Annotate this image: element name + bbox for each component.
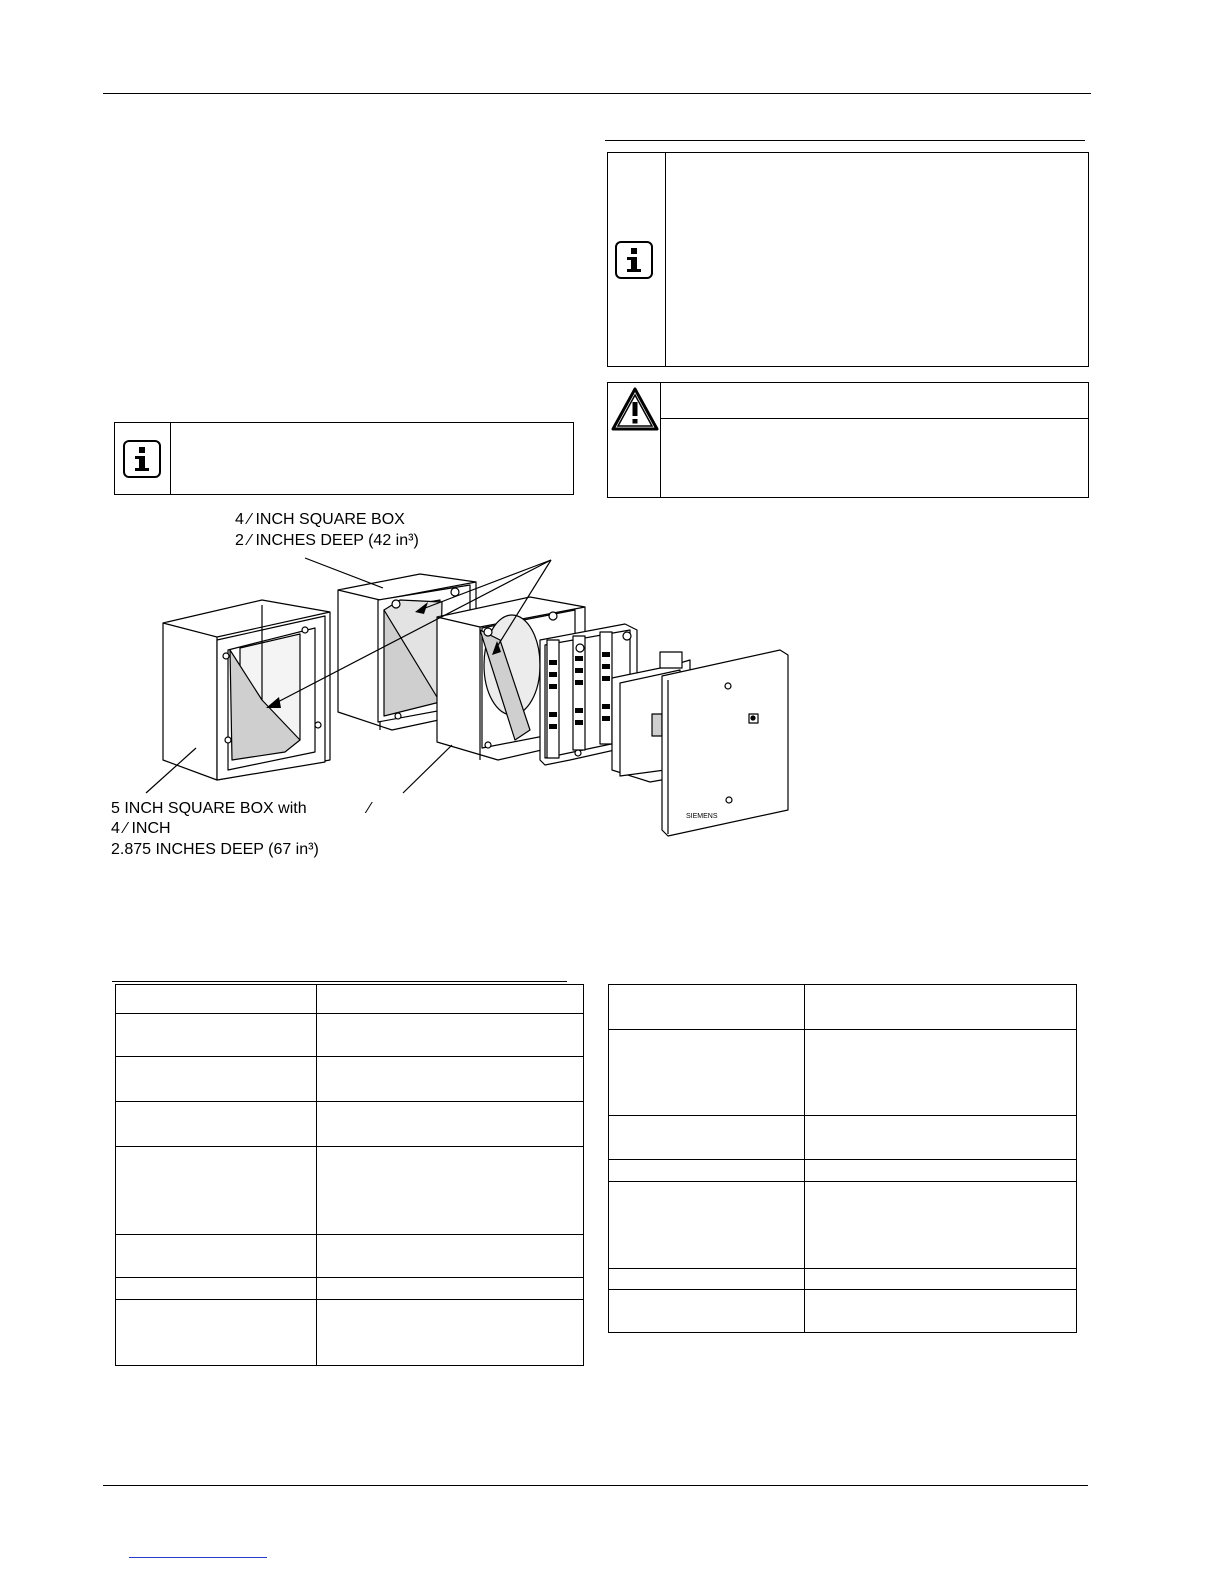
warning-box-divider xyxy=(660,383,661,497)
note-box-left xyxy=(114,422,574,495)
header-rule xyxy=(103,93,1091,94)
label-box-5in-line2: 4 ⁄ INCH xyxy=(111,820,171,837)
label-box-5in-line1: 5 INCH SQUARE BOX with xyxy=(111,800,307,817)
warning-box xyxy=(607,382,1089,498)
label-box-5in-slash: ⁄ xyxy=(368,800,371,817)
warning-triangle-icon xyxy=(611,387,659,431)
spec-table-left xyxy=(115,984,584,1366)
label-box-4in-line2: 2 ⁄ INCHES DEEP (42 in³) xyxy=(235,532,419,549)
label-box-5in-line3: 2.875 INCHES DEEP (67 in³) xyxy=(111,841,319,858)
label-box-4in-line1: 4 ⁄ INCH SQUARE BOX xyxy=(235,511,405,528)
table-row xyxy=(116,1057,584,1102)
table-row xyxy=(609,1290,1077,1333)
table-row xyxy=(116,1235,584,1278)
table-row xyxy=(609,1269,1077,1290)
table-row xyxy=(116,1147,584,1235)
spec-table-right xyxy=(608,984,1077,1333)
table-row xyxy=(116,1014,584,1057)
footer-rule xyxy=(103,1485,1088,1486)
table-row xyxy=(609,1116,1077,1160)
note-box-divider xyxy=(665,153,666,366)
table-row xyxy=(116,1102,584,1147)
exploded-assembly-illustration xyxy=(100,500,820,845)
five-inch-box-drawing xyxy=(163,600,330,780)
footer-link[interactable] xyxy=(129,1557,267,1558)
note-box-top xyxy=(607,152,1089,367)
table-row xyxy=(609,1182,1077,1269)
info-icon xyxy=(123,440,161,478)
table-row xyxy=(116,1300,584,1366)
faceplate-brand-text: SIEMENS xyxy=(686,813,718,820)
table-row xyxy=(609,1160,1077,1182)
section-rule-right xyxy=(605,140,1085,141)
warning-header-rule xyxy=(660,418,1088,419)
info-icon xyxy=(615,241,653,279)
table-row xyxy=(609,1030,1077,1116)
table-row xyxy=(116,985,584,1014)
table-row xyxy=(609,985,1077,1030)
table-row xyxy=(116,1278,584,1300)
table-left-rule xyxy=(112,981,567,982)
note-box-left-divider xyxy=(170,423,171,494)
faceplate-drawing xyxy=(662,650,788,836)
